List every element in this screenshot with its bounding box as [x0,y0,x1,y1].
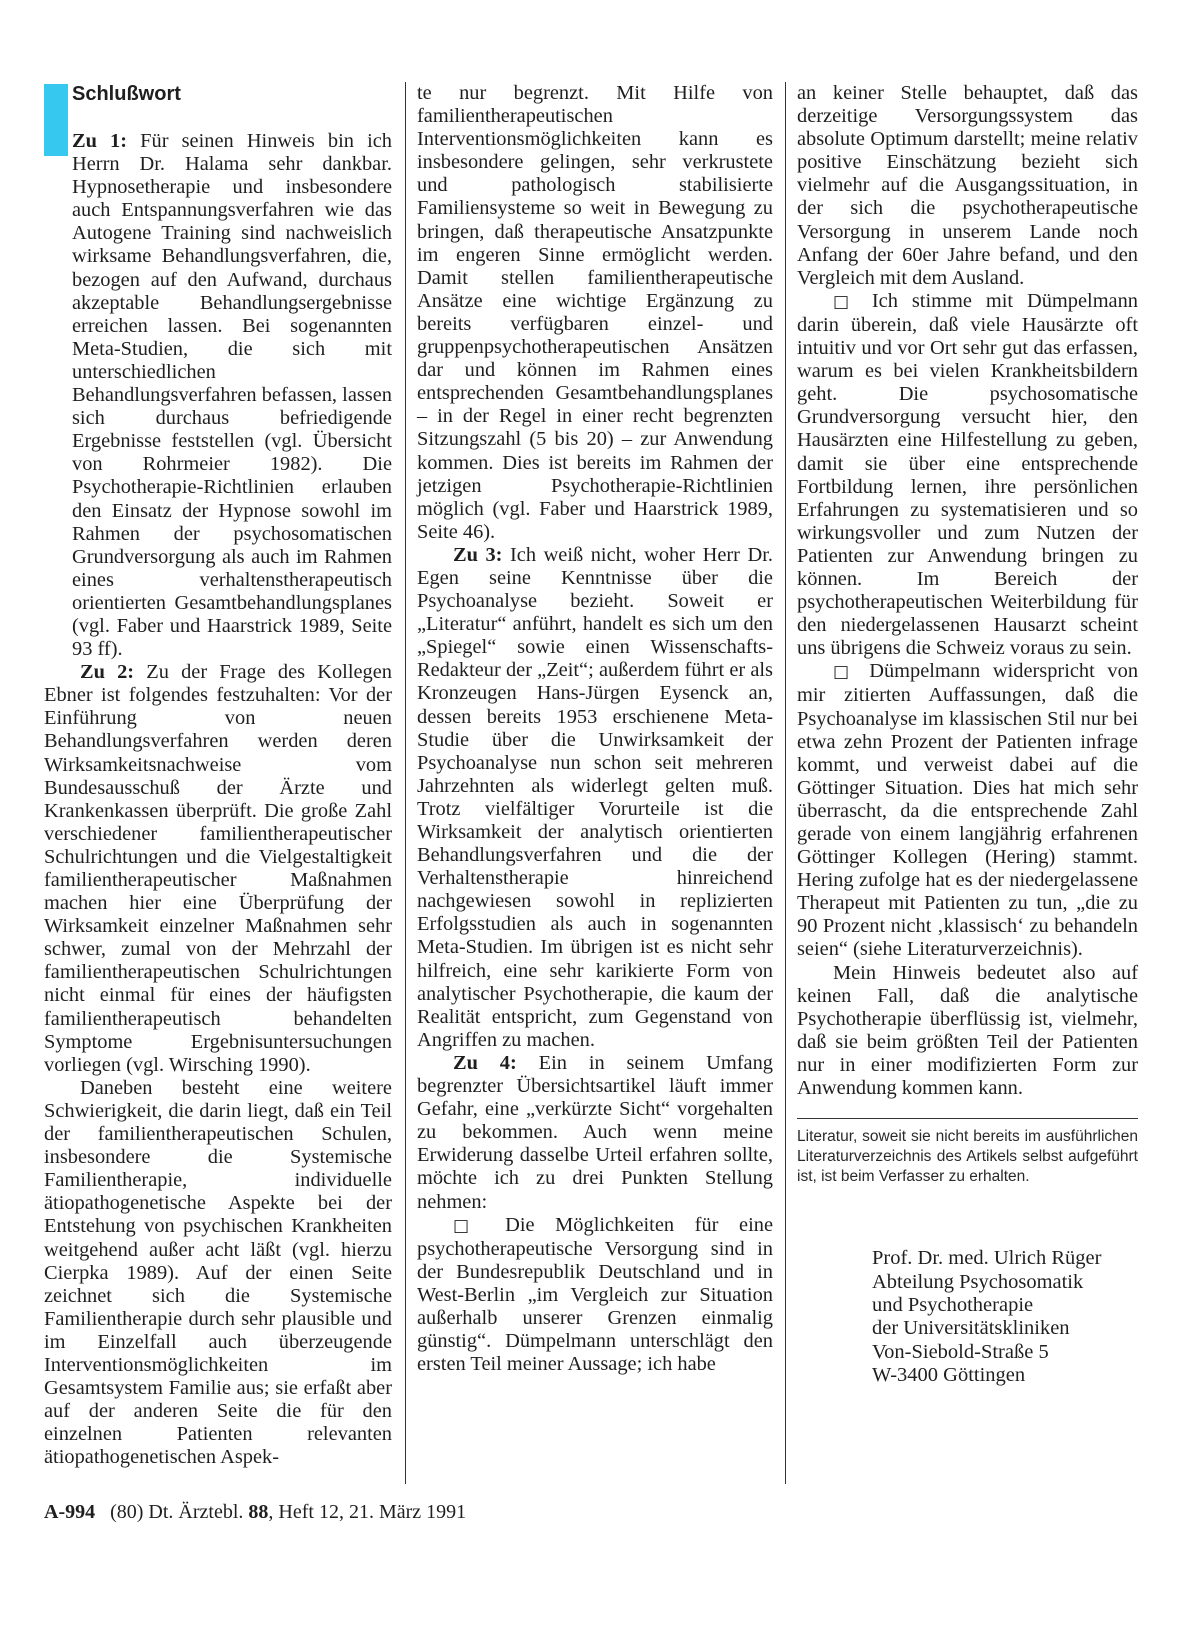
literature-note: Literatur, soweit sie nicht bereits im ausführlichen Literaturverzeichnis des Artikels selbst aufgeführt ist, ist beim Verfasser zu erhalten. [797,1118,1138,1187]
page-number: A-994 [44,1501,96,1523]
column-3 [797,82,1138,1388]
paragraph: an keiner Stelle behauptet, daß das derzeitige Versorgungssystem das absolute Optimum darstellt; meine relativ positive Einschätzung bezieht sich vielmehr auf die Ausgangssituation, in der sich die psychotherapeutische Versorgung in unserem Lande noch Anfang der 60er Jahre befand, und den Vergleich mit dem Ausland. [797,82,1138,289]
address-line: und Psychotherapie [872,1293,1034,1316]
paragraph-zu3 [417,544,773,1052]
article-heading: Schlußwort [72,83,181,105]
paragraph-text: Die Möglichkeiten für eine psychotherapeutische Versorgung sind in der Bundesrepublik Deutschland und in West-Berlin „im Vergleich zur Situation außerhalb unserer Grenzen einmalig günstig“. Dümpelmann unterschlägt den ersten Teil meiner Aussage; ich habe [417,1213,773,1376]
address-line: W-3400 Göttingen [872,1364,1026,1387]
column-rule [405,82,406,1484]
author-address [797,1247,1138,1387]
subheading-zu2: Zu 2: [80,661,135,684]
checkbox-bullet-icon: □ [453,1215,485,1236]
address-line: Prof. Dr. med. Ulrich Rüger [872,1247,1102,1270]
paragraph-point [417,1214,773,1377]
paragraph-text: Ein in seinem Umfang begrenzter Übersichtsartikel läuft immer Gefahr, eine „verkürzte Sicht“ vorgehalten zu bekommen. Auch wenn meine Erwiderung dasselbe Urteil erfahren sollte, möchte ich zu drei Punkten Stellung nehmen: [417,1051,773,1213]
column-2 [417,82,773,1376]
paragraph-zu1 [44,130,392,661]
paragraph: te nur begrenzt. Mit Hilfe von familientherapeutischen Interventionsmöglichkeiten kann es insbesondere gelingen, sehr verkrustete und pathologisch stabilisierte Familiensysteme so weit in Bewegung zu bringen, daß therapeutische Ansatzpunkte im engeren Sinne ermöglicht werden. Damit stellen familientherapeutische Ansätze eine wichtige Ergänzung zu bereits verfügbaren einzel- und gruppenpsychotherapeutischen Ansätzen dar und können im Rahmen eines entsprechenden Gesamtbehandlungsplanes – in der Regel in einer recht begrenzten Sitzungszahl (5 bis 20) – zur Anwendung kommen. Dies ist bereits im Rahmen der jetzigen Psychotherapie-Richtlinien möglich (vgl. Faber und Haarstrick 1989, Seite 46). [417,82,773,543]
address-line: Abteilung Psychosomatik [872,1270,1084,1293]
checkbox-bullet-icon: □ [833,291,858,312]
paragraph-text: Für seinen Hinweis bin ich Herrn Dr. Halama sehr dankbar. Hypnosetherapie und insbesondere auch Entspannungsverfahren wie das Autogene Training sind nachweislich wirksame Behandlungsverfahren, die, bezogen auf den Aufwand, durchaus akzeptable Behandlungsergebnisse erreichen lassen. Bei sogenannten Meta-Studien, die sich mit unterschiedlichen Behandlungsverfahren befassen, lassen sich durchaus befriedigende Ergebnisse feststellen (vgl. Übersicht von Rohrmeier 1982). Die Psychotherapie-Richtlinien erlauben den Einsatz der Hypnose sowohl im Rahmen der psychosomatischen Grundversorgung als auch im Rahmen eines verhaltenstherapeutisch orientierten Gesamtbehandlungsplanes (vgl. Faber und Haarstrick 1989, Seite 93 ff). [72,130,392,661]
paragraph-text: Ich weiß nicht, woher Herr Dr. Egen seine Kenntnisse über die Psychoanalyse bezieht. Soweit er „Literatur“ anführt, handelt es sich um den „Spiegel“ sowie einen Wissenschafts-Redakteur der „Zeit“; außerdem führt er als Kronzeugen Hans-Jürgen Eysenck an, dessen bereits 1953 erschienene Meta-Studie über die Unwirksamkeit der Psychoanalyse nun schon seit mehreren Jahrzehnten als widerlegt gelten muß. Trotz vielfältiger Vorurteile ist die Wirksamkeit der analytisch orientierten Behandlungsverfahren und die der Verhaltenstherapie hinreichend nachgewiesen sowohl in replizierten Erfolgsstudien als auch in sogenannten Meta-Studien. Im übrigen ist es nicht sehr hilfreich, eine sehr karikierte Form von analytischer Psychotherapie, die kaum der Realität entspricht, zum Gegenstand von Angriffen zu machen. [417,543,773,1051]
column-rule [785,82,786,1484]
subheading-zu1: Zu 1: [72,130,128,152]
paragraph-point [797,290,1138,661]
footer-volume: 88 [248,1501,269,1523]
address-line: der Universitätskliniken [872,1317,1070,1340]
checkbox-bullet-icon: □ [833,662,857,683]
paragraph: Mein Hinweis bedeutet also auf keinen Fall, daß die analytische Psychotherapie überflüssig ist, vielmehr, daß sie beim größten Teil der Patienten nur in einer modifizierten Form zur Anwendung kommen kann. [797,961,1138,1100]
paragraph-text: Zu der Frage des Kollegen Ebner ist folgendes festzuhalten: Vor der Einführung von neuen Behandlungsverfahren werden deren Wirksamkeitsnachweise vom Bundesausschuß der Ärzte und Krankenkassen überprüft. Die große Zahl verschiedener familientherapeutischer Schulrichtungen und die Vielgestaltigkeit familientherapeutischer Maßnahmen machen hier eine Überprüfung der Wirksamkeit einzelner Maßnahmen sehr schwer, zumal von der Mehrzahl der familientherapeutischen Schulrichtungen nicht einmal für eines der häufigsten familientherapeutisch behandelten Symptome Ergebnisuntersuchungen vorliegen (vgl. Wirsching 1990). [44,661,392,1076]
paragraph-zu4 [417,1052,773,1214]
footer-citation: (80) Dt. Ärztebl. [110,1501,249,1523]
footer-citation-end: , Heft 12, 21. März 1991 [268,1501,467,1523]
subheading-zu4: Zu 4: [453,1051,517,1074]
paragraph: Daneben besteht eine weitere Schwierigkeit, die darin liegt, daß ein Teil der familientherapeutischen Schulen, insbesondere die Systemische Familientherapie, individuelle ätiopathogenetische Aspekte bei der Entstehung von psychischen Krankheiten weitgehend außer acht läßt (vgl. hierzu Cierpka 1989). Auf der einen Seite zeichnet sich die Systemische Familientherapie durch sehr plausible und im Einzelfall auch überzeugende Interventionsmöglichkeiten im Gesamtsystem Familie aus; sie erfaßt aber auf der anderen Seite die für den einzelnen Patienten relevanten ätiopathogenetischen Aspek- [44,1076,392,1469]
paragraph-text: Dümpelmann widerspricht von mir zitierten Auffassungen, daß die Psychoanalyse im klassischen Stil nur bei etwa zehn Prozent der Patienten infrage kommt, und verweist dabei auf die Göttinger Situation. Dies hat mich sehr überrascht, da die entsprechende Zahl gerade von einem langjährig erfahrenen Göttinger Kollegen (Hering) stammt. Hering zufolge hat es der niedergelassene Therapeut mit Patienten zu tun, „die zu 90 Prozent nicht ‚klassisch‘ zu behandeln seien“ (siehe Literaturverzeichnis). [797,660,1139,961]
subheading-zu3: Zu 3: [453,543,503,566]
paragraph-zu2 [44,661,392,1077]
page-footer [44,1500,466,1524]
address-line: Von-Siebold-Straße 5 [872,1340,1049,1363]
heading-wrap [44,82,392,106]
paragraph-text: Ich stimme mit Dümpelmann darin überein, daß viele Hausärzte oft intuitiv und vor Ort sehr gut das erfassen, warum es bei vielen Krankheitsbildern geht. Die psychosomatische Grundversorgung versucht hier, den Hausärzten eine Hilfestellung zu geben, damit sie über eine entsprechende Fortbildung lernen, ihre persönlichen Erfahrungen zu systematisieren und so wirkungsvoller und zum Nutzen der Patienten zur Anwendung bringen zu können. Im Bereich der psychotherapeutischen Weiterbildung für den niedergelassenen Hausarzt scheint uns übrigens die Schweiz voraus zu sein. [797,289,1138,660]
column-1 [44,82,392,1469]
paragraph-point [797,660,1138,961]
